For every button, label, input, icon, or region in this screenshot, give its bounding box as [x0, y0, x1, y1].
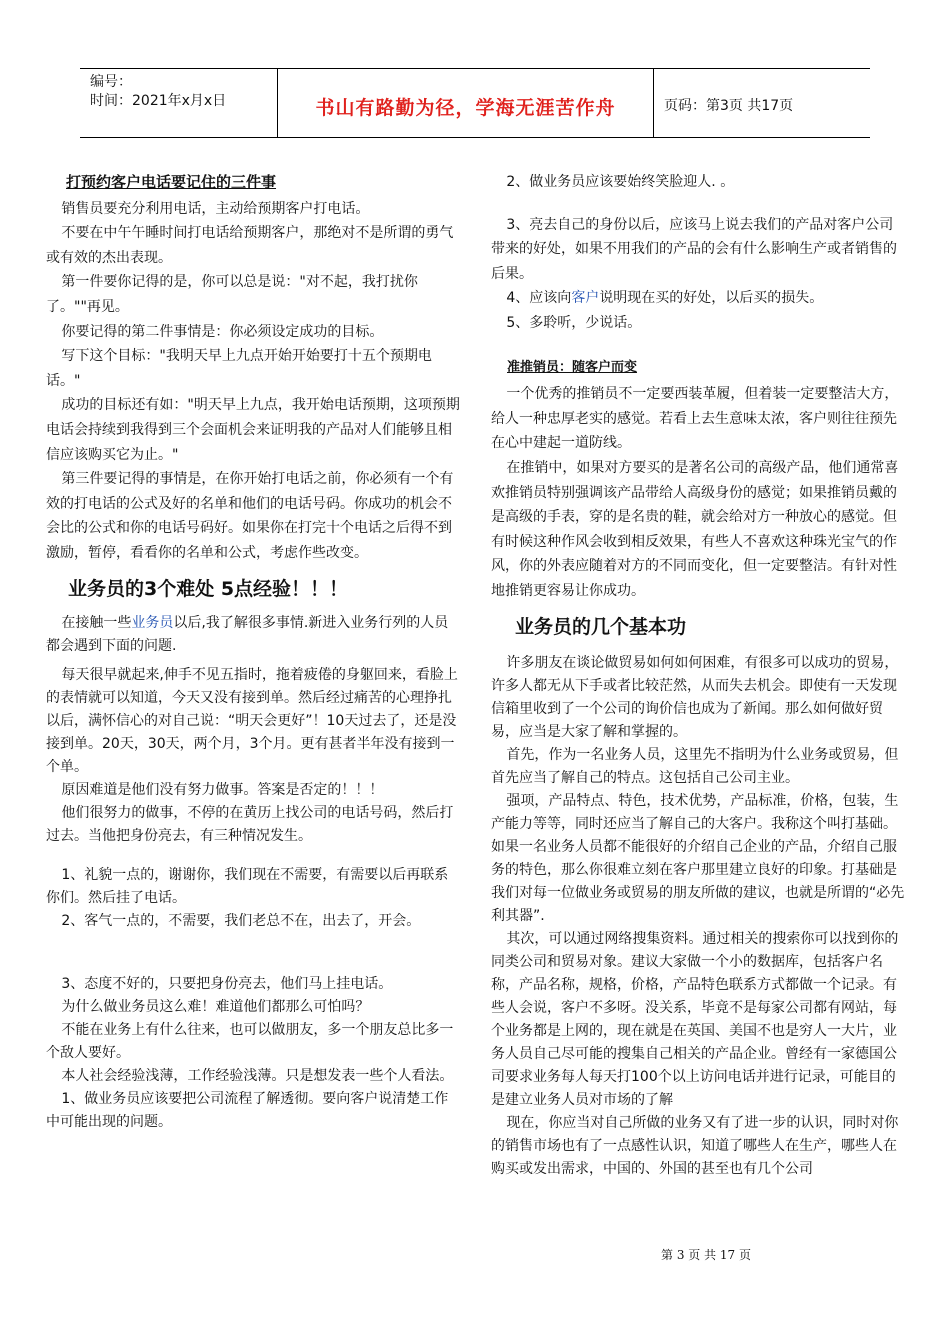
- header-motto: 书山有路勤为径，学海无涯苦作舟: [278, 69, 654, 137]
- text: 4、应该向: [506, 290, 572, 307]
- customer-link[interactable]: 客户: [571, 290, 600, 307]
- section-title-phone-tips: 打预约客户电话要记住的三件事: [66, 173, 277, 191]
- text: 说明现在买的好处，以后买的损失。: [599, 290, 824, 307]
- section-title-salesman-difficulties: 业务员的3个难处 5点经验！！！: [68, 577, 349, 600]
- paragraph: 写下这个目标："我明天早上九点开始开始要打十五个预期电话。": [46, 348, 432, 389]
- left-column: [46, 170, 462, 1134]
- paragraph: [46, 612, 462, 658]
- paragraph: 其次，可以通过网络搜集资料。通过相关的搜索你可以找到你的同类公司和贸易对象。建议大家做一个小的数据库，包括客户名称，产品名称，规格，价格，产品特色联系方式都做一个记录。有些人会说，客户不多呀。没关系，毕竟不是每家公司都有网站，每个业务都是上网的，现在就是在英国、美国不也是穷人一大片，业务人员自己尽可能的搜集自己相关的产品企业。曾经有一家德国公司要求业务每人每天打100个以上访问电话并进行记录，可能目的是建立业务人员对市场的了解: [491, 930, 899, 1108]
- number-label: 编号：: [90, 74, 132, 90]
- time-label: 时间：2021年x月x日: [90, 93, 227, 109]
- paragraph: 你要记得的第二件事情是：你必须设定成功的目标。: [61, 323, 384, 340]
- page-header: [80, 68, 870, 138]
- text: 在接触一些: [61, 614, 132, 631]
- section-title-adapt-to-customer: 准推销员：随客户而变: [507, 359, 638, 375]
- paragraph: 1、做业务员应该要把公司流程了解透彻。要向客户说清楚工作中可能出现的问题。: [46, 1090, 449, 1130]
- paragraph: 不能在业务上有什么往来，也可以做朋友，多一个朋友总比多一个敌人要好。: [46, 1021, 454, 1061]
- paragraph: 强项，产品特点、特色，技术优势，产品标准，价格，包装，生产能力等等，同时还应当了解自己的大客户。我称这个叫打基础。如果一名业务人员都不能很好的介绍自己企业的产品，介绍自己服务的特色，那么你很难立刻在客户那里建立良好的印象。打基础是我们对每一位做业务或贸易的朋友所做的建议，也就是所谓的“必先利其器”.: [491, 792, 905, 924]
- paragraph: 第一件要你记得的是，你可以总是说："对不起，我打扰你了。""再见。: [46, 274, 418, 315]
- paragraph: 不要在中午午睡时间打电话给预期客户，那绝对不是所谓的勇气或有效的杰出表现。: [46, 225, 454, 266]
- paragraph: 本人社会经验浅薄，工作经验浅薄。只是想发表一些个人看法。: [61, 1067, 454, 1084]
- paragraph: 5、多聆听，少说话。: [506, 314, 642, 331]
- paragraph: 首先，作为一名业务人员，这里先不指明为什么业务或贸易，但首先应当了解自己的特点。这包括自己公司主业。: [491, 746, 899, 786]
- paragraph: 为什么做业务员这么难！难道他们都那么可怕吗？: [61, 998, 370, 1015]
- paragraph: [491, 286, 907, 311]
- paragraph: 2、客气一点的，不需要，我们老总不在，出去了，开会。: [61, 912, 421, 929]
- header-meta: [80, 69, 278, 137]
- paragraph: 他们很努力的做事，不停的在黄历上找公司的电话号码，然后打过去。当他把身份亮去，有三种情况发生。: [46, 804, 454, 844]
- salesman-link[interactable]: 业务员: [131, 614, 174, 631]
- section-title-basic-skills: 业务员的几个基本功: [515, 615, 687, 638]
- page-footer: 第 3 页 共 17 页: [661, 1248, 751, 1262]
- paragraph: 每天很早就起来,伸手不见五指时，拖着疲倦的身躯回来，看脸上的表情就可以知道，今天又没有接到单。然后经过痛苦的心理挣扎以后，满怀信心的对自己说：“明天会更好”！10天过去了，还是没接到单。20天，30天，两个月，3个月。更有甚者半年没有接到一个单。: [46, 666, 458, 775]
- paragraph: 1、礼貌一点的，谢谢你，我们现在不需要，有需要以后再联系你们。然后挂了电话。: [46, 866, 449, 906]
- paragraph: 现在，你应当对自己所做的业务又有了进一步的认识，同时对你的销售市场也有了一点感性认识，知道了哪些人在生产，哪些人在购买或发出需求，中国的、外国的甚至也有几个公司: [491, 1114, 899, 1177]
- paragraph: 成功的目标还有如："明天早上九点，我开始电话预期，这项预期电话会持续到我得到三个会面机会来证明我的产品对人们能够且相信应该购买它为止。": [46, 397, 460, 463]
- paragraph: 3、态度不好的，只要把身份亮去，他们马上挂电话。: [61, 975, 393, 992]
- paragraph: 一个优秀的推销员不一定要西装革履，但着装一定要整洁大方，给人一种忠厚老实的感觉。若看上去生意味太浓，客户则往往预先在心中建起一道防线。: [491, 386, 899, 452]
- right-column: [491, 170, 907, 1181]
- paragraph: 3、亮去自己的身份以后，应该马上说去我们的产品对客户公司带来的好处，如果不用我们的产品的会有什么影响生产或者销售的后果。: [491, 216, 897, 282]
- paragraph: 原因难道是他们没有努力做事。答案是否定的！！！: [61, 781, 384, 798]
- paragraph: 2、做业务员应该要始终笑脸迎人. 。: [506, 174, 735, 190]
- paragraph: 销售员要充分利用电话，主动给预期客户打电话。: [61, 200, 370, 217]
- header-page-label: 页码：第3页 共17页: [664, 98, 794, 114]
- paragraph: 第三件要记得的事情是，在你开始打电话之前，你必须有一个有效的打电话的公式及好的名单和他们的电话号码。你成功的机会不会比的公式和你的电话号码好。如果你在打完十个电话之后得不到激励，暂停，看看你的名单和公式，考虑作些改变。: [46, 471, 454, 561]
- text: 以后,我了解很多事情.新进入业务行列的人员都会遇到下面的问题.: [46, 614, 449, 654]
- paragraph: 在推销中，如果对方要买的是著名公司的高级产品，他们通常喜欢推销员特别强调该产品带给人高级身份的感觉；如果推销员戴的是高级的手表，穿的是名贵的鞋，就会给对方一种放心的感觉。但有时候这种作风会收到相反效果，有些人不喜欢这种珠光宝气的作风，你的外表应随着对方的不同而变化，但一定要整洁。有针对性地推销更容易让你成功。: [491, 459, 899, 599]
- paragraph: 许多朋友在谈论做贸易如何如何困难，有很多可以成功的贸易，许多人都无从下手或者比较茫然，从而失去机会。即使有一天发现信箱里收到了一个公司的询价信也成为了新闻。那么如何做好贸易，应当是大家了解和掌握的。: [491, 654, 899, 740]
